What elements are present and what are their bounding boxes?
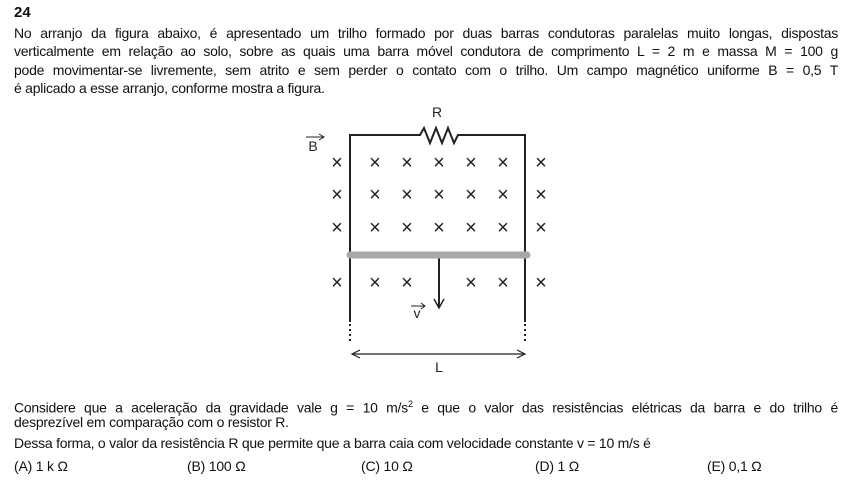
velocity-label: v [413, 305, 421, 321]
field-x-mark: × [369, 217, 381, 239]
option-e[interactable]: (E) 0,1 Ω [707, 458, 762, 474]
field-x-mark: × [331, 184, 343, 206]
field-x-mark: × [401, 217, 413, 239]
field-x-mark: × [535, 217, 547, 239]
gravity-text-cont: e que o valor das resistências elétricas da barra e do trilho é [412, 399, 838, 416]
field-x-mark: × [433, 152, 445, 174]
field-x-mark: × [535, 152, 547, 174]
intro-line-4: é aplicado a esse arranjo, conforme mostra a figura. [14, 80, 325, 96]
field-x-mark: × [369, 152, 381, 174]
field-x-mark: × [465, 152, 477, 174]
gravity-line-2: desprezível em comparação com o resistor R. [14, 414, 289, 430]
question-number: 24 [14, 4, 31, 21]
option-b[interactable]: (B) 100 Ω [187, 458, 246, 474]
field-x-mark: × [433, 217, 445, 239]
field-x-mark: × [497, 184, 509, 206]
field-label: B [308, 138, 318, 154]
intro-line-3: pode movimentar-se livremente, sem atrito e sem perder o contato com o trilho. Um campo magnético uniforme B = 0,5 T [14, 62, 838, 78]
resistor-label: R [431, 104, 443, 120]
gravity-text: Considere que a aceleração da gravidade vale g = 10 m/s [14, 399, 408, 416]
field-x-mark: × [401, 184, 413, 206]
option-d[interactable]: (D) 1 Ω [535, 458, 580, 474]
exponent: 2 [407, 399, 413, 409]
field-x-mark: × [401, 272, 413, 294]
field-x-mark: × [433, 184, 445, 206]
field-x-mark: × [465, 217, 477, 239]
field-x-mark: × [331, 272, 343, 294]
field-x-mark: × [331, 217, 343, 239]
option-a[interactable]: (A) 1 k Ω [14, 458, 68, 474]
field-x-mark: × [465, 272, 477, 294]
question-prompt: Dessa forma, o valor da resistência R que permite que a barra caia com velocidade constante v = 10 m/s é [14, 435, 651, 451]
field-x-mark: × [497, 272, 509, 294]
field-x-mark: × [465, 184, 477, 206]
intro-line-2: verticalmente em relação ao solo, sobre as quais uma barra móvel condutora de comprimento L = 2 m e massa M = 100 g [14, 43, 838, 59]
field-x-mark: × [401, 152, 413, 174]
field-x-mark: × [369, 184, 381, 206]
field-x-mark: × [497, 152, 509, 174]
field-x-mark: × [369, 272, 381, 294]
field-x-mark: × [331, 152, 343, 174]
length-label: L [435, 359, 443, 375]
field-x-mark: × [535, 272, 547, 294]
field-x-mark: × [497, 217, 509, 239]
intro-line-1: No arranjo da figura abaixo, é apresentado um trilho formado por duas barras condutoras paralelas muito longas, dispostas [14, 25, 838, 41]
field-x-mark: × [535, 184, 547, 206]
option-c[interactable]: (C) 10 Ω [361, 458, 413, 474]
